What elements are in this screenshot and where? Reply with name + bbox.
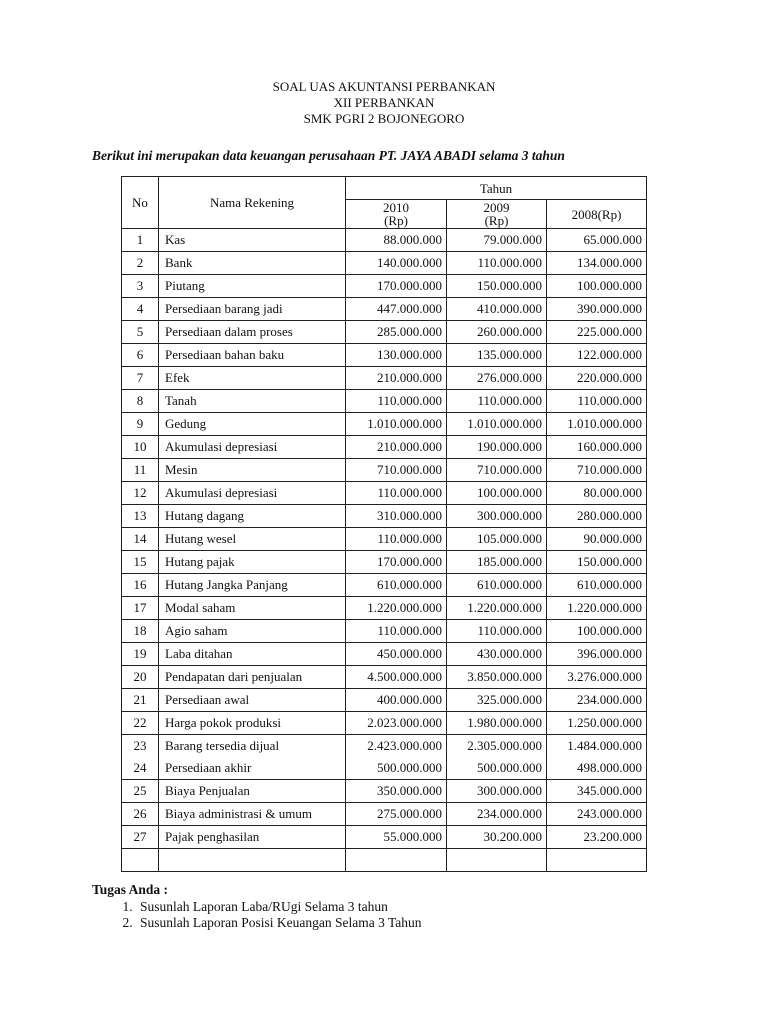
cell-value-2008: 1.250.000.000 xyxy=(547,712,647,735)
cell-account-name: Pendapatan dari penjualan xyxy=(159,666,346,689)
cell-value-2009: 110.000.000 xyxy=(447,390,547,413)
cell-value-2008: 100.000.000 xyxy=(547,275,647,298)
task-item: 1. Susunlah Laporan Laba/RUgi Selama 3 tahun xyxy=(136,899,422,915)
cell-value-2009: 500.000.000 xyxy=(447,757,547,780)
cell-account-name: Agio saham xyxy=(159,620,346,643)
intro-text: Berikut ini merupakan data keuangan perusahaan PT. JAYA ABADI selama 3 tahun xyxy=(92,148,565,163)
cell-value-2009: 1.980.000.000 xyxy=(447,712,547,735)
cell-value-2009: 325.000.000 xyxy=(447,689,547,712)
cell-value-2008: 3.276.000.000 xyxy=(547,666,647,689)
cell-value-2010: 110.000.000 xyxy=(346,482,447,505)
cell-value-2009: 150.000.000 xyxy=(447,275,547,298)
cell-value-2010: 275.000.000 xyxy=(346,803,447,826)
cell-value-2008: 345.000.000 xyxy=(547,780,647,803)
cell-account-name: Mesin xyxy=(159,459,346,482)
cell-no: 3 xyxy=(122,275,159,298)
cell-no: 19 xyxy=(122,643,159,666)
table-body xyxy=(122,229,647,872)
cell-value-2009: 100.000.000 xyxy=(447,482,547,505)
header-year-2009: 2009 (Rp) xyxy=(447,200,547,229)
table-row xyxy=(122,849,647,872)
cell-value-2010: 4.500.000.000 xyxy=(346,666,447,689)
cell-value-2009: 135.000.000 xyxy=(447,344,547,367)
cell-value-2009: 276.000.000 xyxy=(447,367,547,390)
cell-account-name: Persediaan dalam proses xyxy=(159,321,346,344)
cell-no: 23 xyxy=(122,735,159,758)
cell-value-2010 xyxy=(346,849,447,872)
cell-value-2008: 220.000.000 xyxy=(547,367,647,390)
table-row xyxy=(122,321,647,344)
cell-no: 6 xyxy=(122,344,159,367)
table-row xyxy=(122,459,647,482)
table-row xyxy=(122,689,647,712)
cell-value-2009: 300.000.000 xyxy=(447,505,547,528)
cell-account-name: Biaya Penjualan xyxy=(159,780,346,803)
cell-no: 17 xyxy=(122,597,159,620)
cell-value-2009: 110.000.000 xyxy=(447,620,547,643)
cell-value-2009: 79.000.000 xyxy=(447,229,547,252)
cell-account-name: Persediaan bahan baku xyxy=(159,344,346,367)
table-row xyxy=(122,712,647,735)
cell-value-2009: 1.220.000.000 xyxy=(447,597,547,620)
table-row xyxy=(122,574,647,597)
cell-no: 24 xyxy=(122,757,159,780)
cell-value-2008: 150.000.000 xyxy=(547,551,647,574)
table-row xyxy=(122,735,647,758)
title-line: SMK PGRI 2 BOJONEGORO xyxy=(303,111,465,126)
cell-value-2010: 447.000.000 xyxy=(346,298,447,321)
cell-value-2010: 55.000.000 xyxy=(346,826,447,849)
cell-value-2010: 285.000.000 xyxy=(346,321,447,344)
cell-value-2008: 1.220.000.000 xyxy=(547,597,647,620)
header-year-2010: 2010 (Rp) xyxy=(346,200,447,229)
cell-value-2009: 185.000.000 xyxy=(447,551,547,574)
title-line: XII PERBANKAN xyxy=(333,95,435,110)
cell-account-name: Tanah xyxy=(159,390,346,413)
cell-no: 10 xyxy=(122,436,159,459)
cell-account-name: Persediaan awal xyxy=(159,689,346,712)
cell-no: 5 xyxy=(122,321,159,344)
cell-no: 9 xyxy=(122,413,159,436)
cell-value-2008: 65.000.000 xyxy=(547,229,647,252)
cell-no: 1 xyxy=(122,229,159,252)
cell-account-name: Akumulasi depresiasi xyxy=(159,482,346,505)
cell-account-name: Piutang xyxy=(159,275,346,298)
cell-value-2010: 2.023.000.000 xyxy=(346,712,447,735)
cell-value-2008: 80.000.000 xyxy=(547,482,647,505)
cell-value-2009: 610.000.000 xyxy=(447,574,547,597)
cell-value-2009 xyxy=(447,849,547,872)
cell-no: 26 xyxy=(122,803,159,826)
cell-value-2010: 110.000.000 xyxy=(346,528,447,551)
cell-no: 15 xyxy=(122,551,159,574)
cell-no: 20 xyxy=(122,666,159,689)
cell-no: 27 xyxy=(122,826,159,849)
cell-account-name: Biaya administrasi & umum xyxy=(159,803,346,826)
cell-value-2009: 190.000.000 xyxy=(447,436,547,459)
table-row xyxy=(122,551,647,574)
cell-value-2010: 450.000.000 xyxy=(346,643,447,666)
table-row xyxy=(122,344,647,367)
cell-value-2009: 300.000.000 xyxy=(447,780,547,803)
cell-value-2008: 23.200.000 xyxy=(547,826,647,849)
cell-value-2009: 430.000.000 xyxy=(447,643,547,666)
cell-account-name: Gedung xyxy=(159,413,346,436)
cell-value-2009: 110.000.000 xyxy=(447,252,547,275)
cell-value-2009: 260.000.000 xyxy=(447,321,547,344)
cell-account-name: Laba ditahan xyxy=(159,643,346,666)
table-row xyxy=(122,620,647,643)
table-row xyxy=(122,413,647,436)
table-row xyxy=(122,528,647,551)
cell-value-2010: 88.000.000 xyxy=(346,229,447,252)
cell-account-name: Harga pokok produksi xyxy=(159,712,346,735)
cell-account-name: Kas xyxy=(159,229,346,252)
cell-value-2008: 234.000.000 xyxy=(547,689,647,712)
cell-value-2008: 610.000.000 xyxy=(547,574,647,597)
table-row xyxy=(122,482,647,505)
cell-value-2008: 710.000.000 xyxy=(547,459,647,482)
table-row xyxy=(122,436,647,459)
cell-account-name: Barang tersedia dijual xyxy=(159,735,346,758)
table-row xyxy=(122,390,647,413)
title-line: SOAL UAS AKUNTANSI PERBANKAN xyxy=(272,79,496,94)
cell-value-2009: 710.000.000 xyxy=(447,459,547,482)
table-row xyxy=(122,780,647,803)
header-no: No xyxy=(122,177,159,229)
table-row xyxy=(122,757,647,780)
cell-no: 2 xyxy=(122,252,159,275)
cell-value-2008: 243.000.000 xyxy=(547,803,647,826)
table-row xyxy=(122,275,647,298)
cell-value-2010: 500.000.000 xyxy=(346,757,447,780)
cell-no: 22 xyxy=(122,712,159,735)
cell-no: 8 xyxy=(122,390,159,413)
cell-value-2010: 2.423.000.000 xyxy=(346,735,447,758)
table-row xyxy=(122,643,647,666)
cell-no: 13 xyxy=(122,505,159,528)
table-row xyxy=(122,229,647,252)
cell-no xyxy=(122,849,159,872)
cell-account-name: Efek xyxy=(159,367,346,390)
cell-account-name: Bank xyxy=(159,252,346,275)
cell-value-2010: 210.000.000 xyxy=(346,367,447,390)
header-year-group: Tahun xyxy=(346,177,647,200)
cell-account-name xyxy=(159,849,346,872)
cell-account-name: Hutang Jangka Panjang xyxy=(159,574,346,597)
table-row xyxy=(122,666,647,689)
table-row xyxy=(122,367,647,390)
cell-value-2010: 110.000.000 xyxy=(346,390,447,413)
cell-value-2009: 2.305.000.000 xyxy=(447,735,547,758)
cell-no: 14 xyxy=(122,528,159,551)
header-year-2008: 2008(Rp) xyxy=(547,200,647,229)
cell-account-name: Akumulasi depresiasi xyxy=(159,436,346,459)
cell-value-2010: 110.000.000 xyxy=(346,620,447,643)
cell-value-2010: 140.000.000 xyxy=(346,252,447,275)
cell-value-2008: 100.000.000 xyxy=(547,620,647,643)
cell-no: 7 xyxy=(122,367,159,390)
cell-value-2008: 280.000.000 xyxy=(547,505,647,528)
cell-value-2008: 160.000.000 xyxy=(547,436,647,459)
table-row xyxy=(122,252,647,275)
cell-value-2010: 310.000.000 xyxy=(346,505,447,528)
cell-value-2009: 1.010.000.000 xyxy=(447,413,547,436)
tasks-list xyxy=(92,899,422,931)
table-row xyxy=(122,505,647,528)
cell-account-name: Persediaan barang jadi xyxy=(159,298,346,321)
cell-account-name: Hutang dagang xyxy=(159,505,346,528)
table-row xyxy=(122,597,647,620)
cell-value-2008: 90.000.000 xyxy=(547,528,647,551)
financial-data-table xyxy=(121,176,647,872)
table-row xyxy=(122,826,647,849)
tasks-section xyxy=(92,882,422,931)
cell-value-2008: 1.484.000.000 xyxy=(547,735,647,758)
cell-value-2008 xyxy=(547,849,647,872)
cell-value-2009: 410.000.000 xyxy=(447,298,547,321)
cell-value-2008: 498.000.000 xyxy=(547,757,647,780)
cell-value-2008: 122.000.000 xyxy=(547,344,647,367)
table-row xyxy=(122,803,647,826)
cell-account-name: Persediaan akhir xyxy=(159,757,346,780)
cell-value-2009: 234.000.000 xyxy=(447,803,547,826)
cell-value-2010: 350.000.000 xyxy=(346,780,447,803)
cell-value-2010: 1.010.000.000 xyxy=(346,413,447,436)
cell-value-2009: 105.000.000 xyxy=(447,528,547,551)
cell-value-2009: 30.200.000 xyxy=(447,826,547,849)
cell-account-name: Hutang pajak xyxy=(159,551,346,574)
cell-value-2010: 210.000.000 xyxy=(346,436,447,459)
cell-value-2008: 390.000.000 xyxy=(547,298,647,321)
cell-value-2008: 1.010.000.000 xyxy=(547,413,647,436)
table-row xyxy=(122,298,647,321)
cell-value-2010: 130.000.000 xyxy=(346,344,447,367)
cell-value-2010: 400.000.000 xyxy=(346,689,447,712)
cell-no: 12 xyxy=(122,482,159,505)
cell-value-2009: 3.850.000.000 xyxy=(447,666,547,689)
cell-value-2010: 1.220.000.000 xyxy=(346,597,447,620)
cell-value-2008: 396.000.000 xyxy=(547,643,647,666)
cell-account-name: Modal saham xyxy=(159,597,346,620)
tasks-heading: Tugas Anda : xyxy=(92,882,169,897)
cell-value-2010: 170.000.000 xyxy=(346,551,447,574)
cell-no: 16 xyxy=(122,574,159,597)
cell-no: 25 xyxy=(122,780,159,803)
cell-value-2010: 170.000.000 xyxy=(346,275,447,298)
document-title xyxy=(0,79,768,127)
cell-value-2010: 610.000.000 xyxy=(346,574,447,597)
cell-no: 4 xyxy=(122,298,159,321)
header-account-name: Nama Rekening xyxy=(159,177,346,229)
cell-value-2008: 134.000.000 xyxy=(547,252,647,275)
cell-no: 21 xyxy=(122,689,159,712)
cell-value-2008: 110.000.000 xyxy=(547,390,647,413)
task-item: 2. Susunlah Laporan Posisi Keuangan Selama 3 Tahun xyxy=(136,915,422,931)
cell-value-2008: 225.000.000 xyxy=(547,321,647,344)
cell-value-2010: 710.000.000 xyxy=(346,459,447,482)
cell-account-name: Pajak penghasilan xyxy=(159,826,346,849)
cell-no: 18 xyxy=(122,620,159,643)
cell-no: 11 xyxy=(122,459,159,482)
cell-account-name: Hutang wesel xyxy=(159,528,346,551)
